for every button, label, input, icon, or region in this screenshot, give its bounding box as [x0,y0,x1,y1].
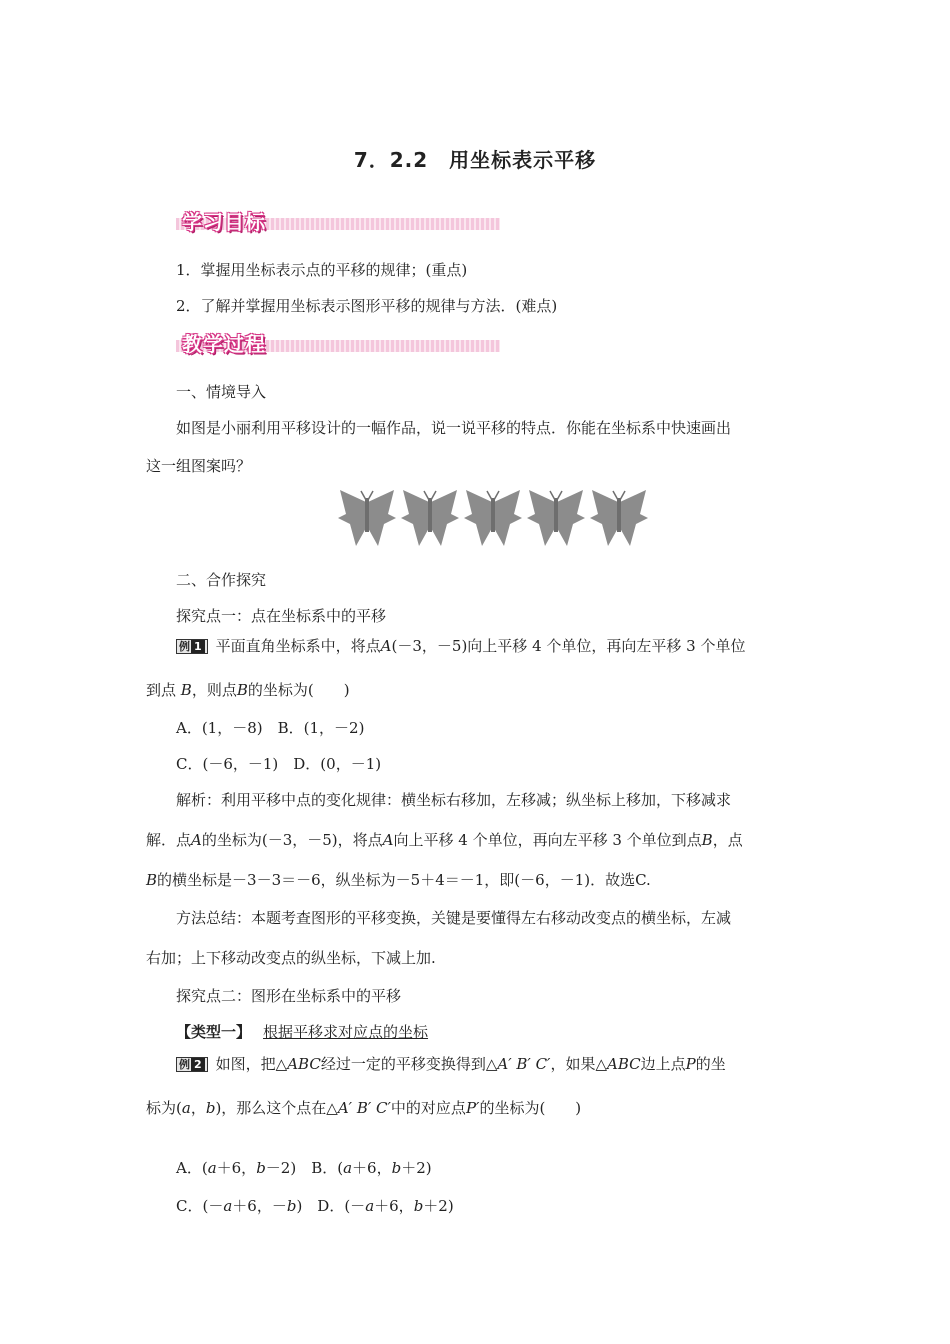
butterfly-shape [527,490,585,546]
example2-options-cd: C．(－a＋6，－b) D．(－a＋6，b＋2) [176,1197,454,1215]
section-banner-goals [176,206,500,234]
example2-line2: 标为(a，b)，那么这个点在△A′ B′ C′中的对应点P′的坐标为( ) [146,1099,582,1117]
section-label-process: 教学过程 [182,332,266,356]
example1-options-cd: C．(－6，－1) D．(0，－1) [176,755,382,773]
goal-item-2: 2．了解并掌握用坐标表示图形平移的规律与方法．(难点) [176,297,558,315]
example-badge: 例 1 [176,639,208,654]
butterfly-shape [590,490,648,546]
example1-options-ab: A．(1，－8) B．(1，－2) [176,719,365,737]
method-line1: 方法总结：本题考查图形的平移变换，关键是要懂得左右移动改变点的横坐标，左减 [176,909,732,927]
butterfly-shape [464,490,522,546]
type-tag: 【类型一】 [176,1023,252,1041]
type1-heading [176,1022,428,1042]
butterfly-shape [338,490,396,546]
part1-heading: 一、情境导入 [176,383,267,401]
intro-paragraph-line2: 这一组图案吗？ [146,457,252,475]
type-title: 根据平移求对应点的坐标 [263,1023,429,1041]
part2-heading: 二、合作探究 [176,571,267,589]
butterfly-pattern-figure [336,488,652,550]
point2-heading: 探究点二：图形在坐标系中的平移 [176,987,402,1005]
page-title: 7．2.2 用坐标表示平移 [353,148,597,172]
method-line2: 右加；上下移动改变点的纵坐标，下减上加. [146,949,436,967]
example2-line1: 例 2 如图，把△ABC经过一定的平移变换得到△A′ B′ C′，如果△ABC边上点P的坐 [176,1054,726,1074]
analysis-line2: 解．点A的坐标为(－3，－5)，将点A向上平移 4 个单位，再向左平移 3 个单位到点B，点 [146,831,743,849]
example-badge: 例 2 [176,1057,208,1072]
analysis-line1: 解析：利用平移中点的变化规律：横坐标右移加，左移减；纵坐标上移加，下移减求 [176,791,732,809]
section-banner-process [176,328,500,356]
point1-heading: 探究点一：点在坐标系中的平移 [176,607,387,625]
goal-item-1: 1．掌握用坐标表示点的平移的规律；(重点) [176,261,468,279]
example1-line2: 到点 B，则点B的坐标为( ) [146,681,350,699]
intro-paragraph-line1: 如图是小丽利用平移设计的一幅作品，说一说平移的特点．你能在坐标系中快速画出 [176,419,732,437]
example1-line1: 例 1 平面直角坐标系中，将点A(－3，－5)向上平移 4 个单位，再向左平移 3 个单位 [176,636,745,656]
example2-options-ab: A．(a＋6，b－2) B．(a＋6，b＋2) [176,1159,432,1177]
section-label-goals: 学习目标 [182,210,266,234]
butterfly-shape [401,490,459,546]
analysis-line3: B的横坐标是－3－3＝－6，纵坐标为－5＋4＝－1，即(－6，－1)．故选C. [146,871,651,889]
